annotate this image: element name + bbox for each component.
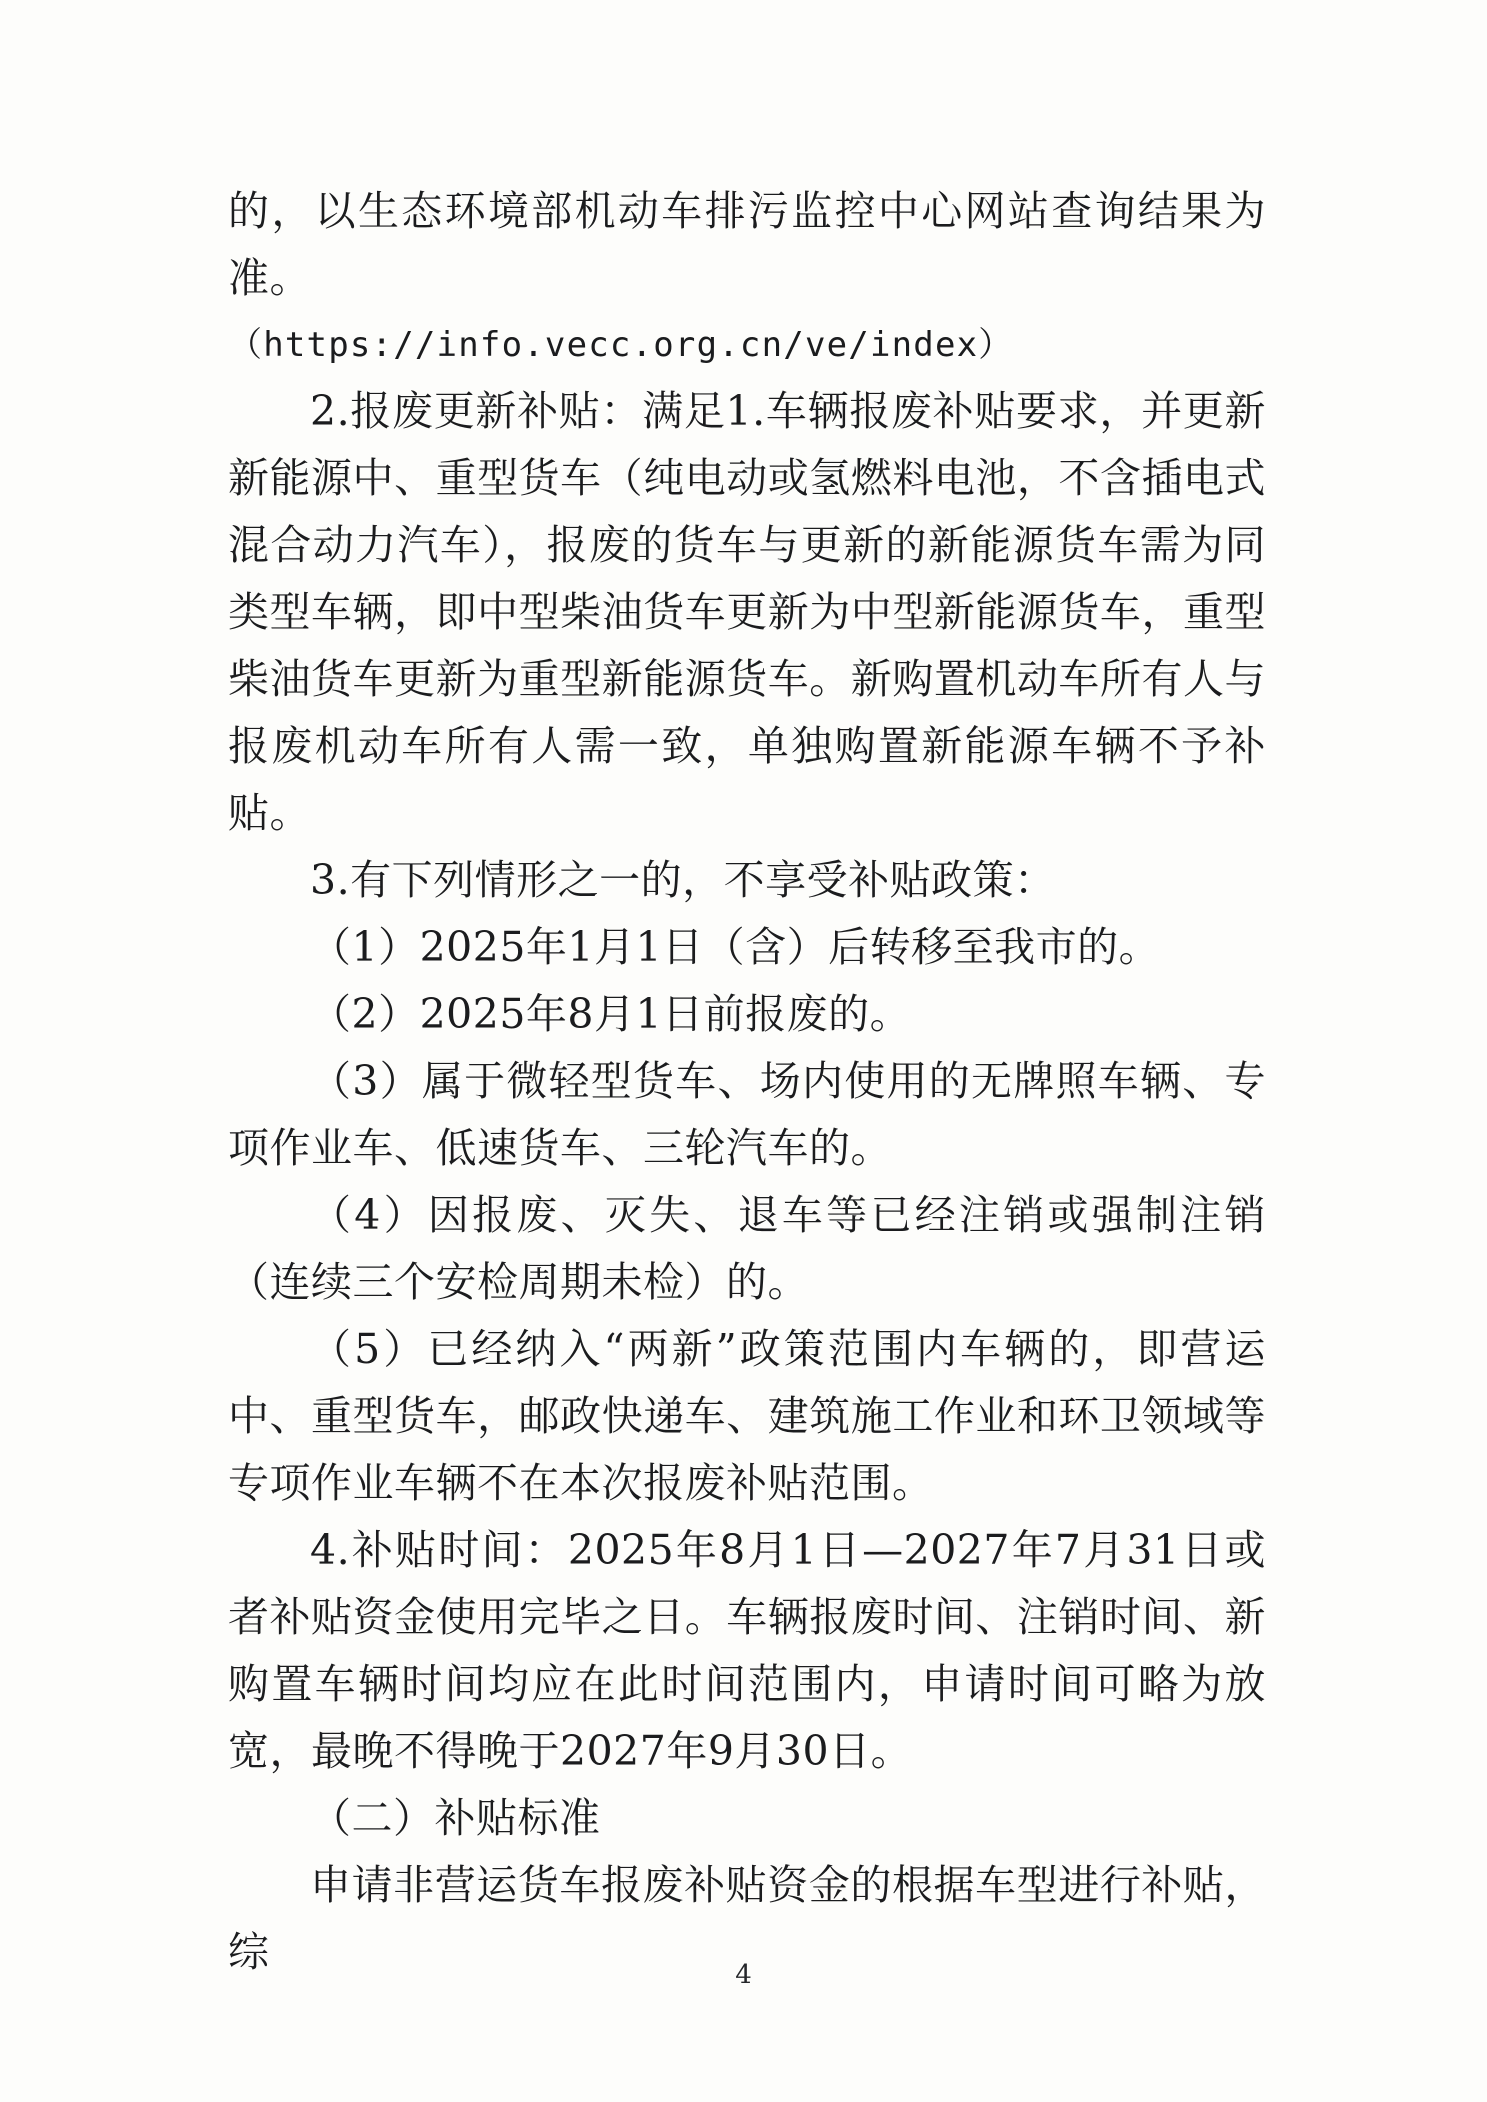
- paragraph-item-4: 4.补贴时间：2025年8月1日—2027年7月31日或者补贴资金使用完毕之日。车辆报废时间、注销时间、新购置车辆时间均应在此时间范围内，申请时间可略为放宽，最晚不得晚于2027年9月30日。: [228, 1526, 1266, 1775]
- paragraph-item-3-2: （2）2025年8月1日前报废的。: [310, 990, 912, 1038]
- paragraph-continuation: 的，以生态环境部机动车排污监控中心网站查询结果为准。: [228, 187, 1266, 302]
- page-number: 4: [735, 1960, 752, 1990]
- paragraph-item-3-3: （3）属于微轻型货车、场内使用的无牌照车辆、专项作业车、低速货车、三轮汽车的。: [228, 1057, 1266, 1172]
- paragraph-url: （https://info.vecc.org.cn/ve/index）: [228, 325, 1014, 365]
- paragraph-item-3-4: （4）因报废、灭失、退车等已经注销或强制注销（连续三个安检周期未检）的。: [228, 1191, 1266, 1306]
- paragraph-section-2-heading: （二）补贴标准: [310, 1794, 601, 1842]
- paragraph-item-3-1: （1）2025年1月1日（含）后转移至我市的。: [310, 923, 1161, 971]
- paragraph-section-2-body: 申请非营运货车报废补贴资金的根据车型进行补贴，综: [228, 1861, 1266, 1976]
- page-body: [228, 178, 1266, 1986]
- paragraph-item-3-5: （5）已经纳入“两新”政策范围内车辆的，即营运中、重型货车，邮政快递车、建筑施工作业和环卫领域等专项作业车辆不在本次报废补贴范围。: [228, 1325, 1266, 1507]
- paragraph-item-2: 2.报废更新补贴：满足1.车辆报废补贴要求，并更新新能源中、重型货车（纯电动或氢燃料电池，不含插电式混合动力汽车），报废的货车与更新的新能源货车需为同类型车辆，即中型柴油货车更新为中型新能源货车，重型柴油货车更新为重型新能源货车。新购置机动车所有人与报废机动车所有人需一致，单独购置新能源车辆不予补贴。: [228, 387, 1266, 837]
- paragraph-item-3: 3.有下列情形之一的，不享受补贴政策：: [310, 856, 1056, 904]
